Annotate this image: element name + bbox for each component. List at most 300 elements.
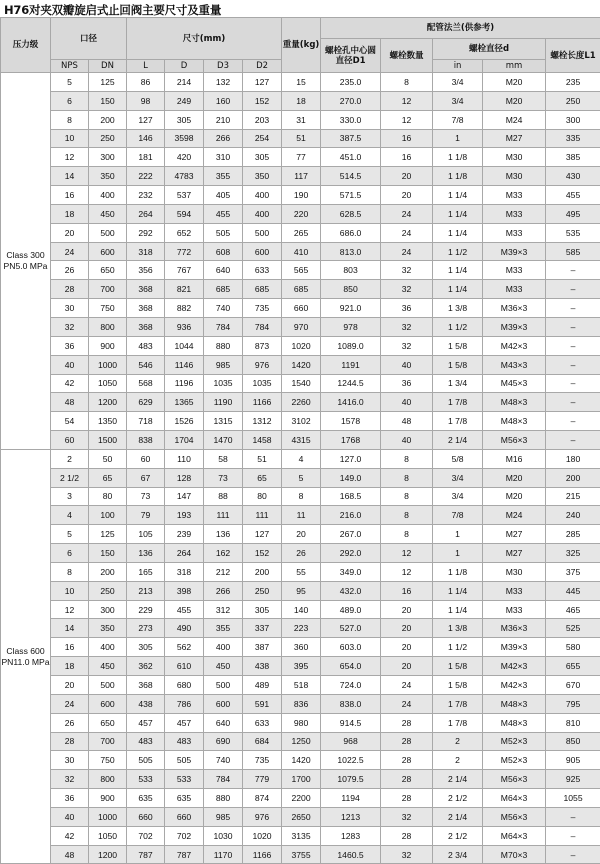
- header-mm: mm: [483, 60, 546, 73]
- cell-bolt-count: 32: [381, 280, 433, 299]
- cell-d: 505: [165, 751, 204, 770]
- cell-bolt-circle: 1194: [321, 789, 381, 808]
- cell-dn: 400: [89, 186, 127, 205]
- cell-d: 821: [165, 280, 204, 299]
- cell-weight: 223: [282, 619, 321, 638]
- cell-d2: 1035: [243, 374, 282, 393]
- dimension-table: [0, 17, 600, 864]
- cell-nps: 48: [51, 393, 89, 412]
- cell-bolt-mm: M48×3: [483, 412, 546, 431]
- cell-dn: 700: [89, 732, 127, 751]
- cell-bolt-count: 12: [381, 544, 433, 563]
- cell-d: 128: [165, 468, 204, 487]
- cell-bolt-count: 8: [381, 468, 433, 487]
- cell-bolt-length: –: [546, 299, 600, 318]
- cell-bolt-circle: 968: [321, 732, 381, 751]
- cell-bolt-count: 32: [381, 261, 433, 280]
- cell-d3: 312: [204, 600, 243, 619]
- cell-bolt-mm: M39×3: [483, 242, 546, 261]
- cell-weight: 2200: [282, 789, 321, 808]
- cell-bolt-length: 525: [546, 619, 600, 638]
- cell-bolt-length: 455: [546, 186, 600, 205]
- cell-bolt-length: 200: [546, 468, 600, 487]
- cell-weight: 190: [282, 186, 321, 205]
- cell-d: 483: [165, 732, 204, 751]
- cell-nps: 32: [51, 317, 89, 336]
- cell-bolt-in: 1 1/4: [433, 223, 483, 242]
- cell-l: 368: [127, 676, 165, 695]
- cell-d3: 600: [204, 694, 243, 713]
- cell-d2: 874: [243, 789, 282, 808]
- cell-nps: 28: [51, 280, 89, 299]
- cell-l: 105: [127, 525, 165, 544]
- cell-d: 3598: [165, 129, 204, 148]
- cell-bolt-length: 250: [546, 91, 600, 110]
- cell-weight: 565: [282, 261, 321, 280]
- cell-dn: 1200: [89, 393, 127, 412]
- cell-bolt-circle: 628.5: [321, 204, 381, 223]
- cell-bolt-length: 465: [546, 600, 600, 619]
- cell-d3: 784: [204, 317, 243, 336]
- cell-nps: 16: [51, 638, 89, 657]
- header-in: in: [433, 60, 483, 73]
- cell-d: 1526: [165, 412, 204, 431]
- cell-bolt-in: 1 7/8: [433, 713, 483, 732]
- cell-weight: 970: [282, 317, 321, 336]
- cell-d2: 1020: [243, 826, 282, 845]
- cell-weight: 3102: [282, 412, 321, 431]
- cell-nps: 36: [51, 789, 89, 808]
- cell-bolt-count: 8: [381, 73, 433, 92]
- header-flange: 配管法兰(供参考): [321, 18, 600, 39]
- cell-bolt-mm: M20: [483, 91, 546, 110]
- cell-bolt-count: 20: [381, 186, 433, 205]
- cell-l: 67: [127, 468, 165, 487]
- cell-d3: 740: [204, 751, 243, 770]
- cell-d: 318: [165, 562, 204, 581]
- cell-d3: 73: [204, 468, 243, 487]
- cell-bolt-count: 16: [381, 581, 433, 600]
- cell-bolt-in: 2 1/4: [433, 770, 483, 789]
- cell-d2: 400: [243, 186, 282, 205]
- cell-weight: 26: [282, 544, 321, 563]
- cell-d3: 690: [204, 732, 243, 751]
- cell-dn: 1050: [89, 374, 127, 393]
- table-row: [1, 167, 600, 186]
- cell-bolt-circle: 127.0: [321, 449, 381, 468]
- cell-dn: 1500: [89, 431, 127, 450]
- cell-bolt-length: 375: [546, 562, 600, 581]
- table-row: [1, 751, 600, 770]
- cell-bolt-count: 24: [381, 676, 433, 695]
- cell-l: 73: [127, 487, 165, 506]
- cell-bolt-length: 180: [546, 449, 600, 468]
- cell-bolt-length: –: [546, 280, 600, 299]
- cell-bolt-in: 2: [433, 751, 483, 770]
- cell-dn: 1050: [89, 826, 127, 845]
- cell-bolt-circle: 803: [321, 261, 381, 280]
- cell-bolt-mm: M42×3: [483, 676, 546, 695]
- cell-l: 568: [127, 374, 165, 393]
- cell-bolt-in: 1 1/2: [433, 638, 483, 657]
- cell-d: 264: [165, 544, 204, 563]
- cell-d2: 784: [243, 317, 282, 336]
- cell-bolt-count: 20: [381, 657, 433, 676]
- cell-l: 305: [127, 638, 165, 657]
- cell-dn: 750: [89, 299, 127, 318]
- cell-bolt-circle: 813.0: [321, 242, 381, 261]
- cell-l: 181: [127, 148, 165, 167]
- cell-d: 457: [165, 713, 204, 732]
- cell-d: 455: [165, 600, 204, 619]
- cell-bolt-count: 24: [381, 223, 433, 242]
- cell-d2: 400: [243, 204, 282, 223]
- cell-d3: 88: [204, 487, 243, 506]
- cell-d3: 355: [204, 167, 243, 186]
- cell-weight: 685: [282, 280, 321, 299]
- table-row: [1, 619, 600, 638]
- cell-bolt-mm: M20: [483, 468, 546, 487]
- cell-bolt-mm: M39×3: [483, 317, 546, 336]
- header-nominal-size: 口径: [51, 18, 127, 60]
- cell-bolt-length: 795: [546, 694, 600, 713]
- cell-bolt-circle: 432.0: [321, 581, 381, 600]
- cell-l: 483: [127, 732, 165, 751]
- cell-dn: 500: [89, 676, 127, 695]
- table-row: [1, 355, 600, 374]
- cell-bolt-count: 20: [381, 600, 433, 619]
- cell-bolt-in: 1: [433, 129, 483, 148]
- cell-nps: 24: [51, 694, 89, 713]
- cell-dn: 450: [89, 204, 127, 223]
- cell-weight: 8: [282, 487, 321, 506]
- cell-bolt-in: 2 1/4: [433, 807, 483, 826]
- cell-d2: 1166: [243, 845, 282, 864]
- cell-d3: 880: [204, 336, 243, 355]
- cell-bolt-circle: 235.0: [321, 73, 381, 92]
- cell-bolt-mm: M48×3: [483, 713, 546, 732]
- cell-bolt-in: 1 1/4: [433, 600, 483, 619]
- cell-bolt-count: 20: [381, 619, 433, 638]
- cell-bolt-circle: 1089.0: [321, 336, 381, 355]
- cell-bolt-length: 670: [546, 676, 600, 695]
- cell-bolt-in: 1 3/8: [433, 299, 483, 318]
- cell-l: 165: [127, 562, 165, 581]
- cell-bolt-in: 7/8: [433, 110, 483, 129]
- table-row: [1, 431, 600, 450]
- cell-d: 652: [165, 223, 204, 242]
- cell-weight: 395: [282, 657, 321, 676]
- cell-d: 660: [165, 807, 204, 826]
- table-row: [1, 299, 600, 318]
- cell-bolt-circle: 1191: [321, 355, 381, 374]
- cell-bolt-in: 1 3/4: [433, 374, 483, 393]
- cell-bolt-circle: 978: [321, 317, 381, 336]
- cell-bolt-in: 1 7/8: [433, 393, 483, 412]
- cell-d: 680: [165, 676, 204, 695]
- cell-d2: 735: [243, 299, 282, 318]
- cell-d3: 500: [204, 676, 243, 695]
- table-row: [1, 449, 600, 468]
- cell-bolt-length: –: [546, 317, 600, 336]
- cell-bolt-length: 925: [546, 770, 600, 789]
- cell-dn: 1000: [89, 355, 127, 374]
- cell-bolt-length: 445: [546, 581, 600, 600]
- cell-bolt-circle: 724.0: [321, 676, 381, 695]
- cell-bolt-in: 7/8: [433, 506, 483, 525]
- cell-bolt-length: 285: [546, 525, 600, 544]
- cell-l: 505: [127, 751, 165, 770]
- header-d: D: [165, 60, 204, 73]
- table-row: [1, 73, 600, 92]
- cell-weight: 20: [282, 525, 321, 544]
- cell-d2: 1312: [243, 412, 282, 431]
- cell-d3: 505: [204, 223, 243, 242]
- table-row: [1, 412, 600, 431]
- cell-bolt-in: 1 5/8: [433, 676, 483, 695]
- cell-dn: 125: [89, 525, 127, 544]
- cell-bolt-in: 1 1/8: [433, 148, 483, 167]
- cell-nps: 26: [51, 713, 89, 732]
- table-row: [1, 544, 600, 563]
- cell-d: 594: [165, 204, 204, 223]
- cell-d: 239: [165, 525, 204, 544]
- cell-bolt-in: 3/4: [433, 91, 483, 110]
- cell-weight: 3755: [282, 845, 321, 864]
- table-row: [1, 336, 600, 355]
- cell-l: 222: [127, 167, 165, 186]
- cell-dn: 350: [89, 167, 127, 186]
- cell-d: 562: [165, 638, 204, 657]
- cell-nps: 6: [51, 91, 89, 110]
- cell-l: 292: [127, 223, 165, 242]
- cell-dn: 900: [89, 789, 127, 808]
- cell-d3: 132: [204, 73, 243, 92]
- cell-weight: 1700: [282, 770, 321, 789]
- cell-d2: 633: [243, 261, 282, 280]
- cell-bolt-circle: 1079.5: [321, 770, 381, 789]
- cell-bolt-count: 32: [381, 845, 433, 864]
- cell-nps: 14: [51, 167, 89, 186]
- cell-bolt-in: 1 1/4: [433, 280, 483, 299]
- table-row: [1, 525, 600, 544]
- cell-nps: 40: [51, 355, 89, 374]
- cell-bolt-length: 495: [546, 204, 600, 223]
- cell-dn: 250: [89, 129, 127, 148]
- cell-bolt-circle: 850: [321, 280, 381, 299]
- cell-weight: 31: [282, 110, 321, 129]
- cell-bolt-in: 2 1/2: [433, 789, 483, 808]
- cell-weight: 1540: [282, 374, 321, 393]
- cell-bolt-count: 28: [381, 770, 433, 789]
- cell-bolt-length: 215: [546, 487, 600, 506]
- cell-d2: 600: [243, 242, 282, 261]
- cell-d2: 779: [243, 770, 282, 789]
- cell-weight: 360: [282, 638, 321, 657]
- cell-dn: 650: [89, 261, 127, 280]
- cell-nps: 60: [51, 431, 89, 450]
- cell-bolt-length: –: [546, 355, 600, 374]
- cell-weight: 220: [282, 204, 321, 223]
- cell-d3: 1030: [204, 826, 243, 845]
- cell-d2: 735: [243, 751, 282, 770]
- cell-d: 4783: [165, 167, 204, 186]
- cell-l: 232: [127, 186, 165, 205]
- cell-weight: 117: [282, 167, 321, 186]
- cell-d2: 976: [243, 355, 282, 374]
- cell-l: 368: [127, 317, 165, 336]
- cell-bolt-count: 36: [381, 299, 433, 318]
- cell-d: 1365: [165, 393, 204, 412]
- cell-l: 438: [127, 694, 165, 713]
- cell-d: 147: [165, 487, 204, 506]
- cell-bolt-circle: 527.0: [321, 619, 381, 638]
- cell-l: 533: [127, 770, 165, 789]
- cell-bolt-in: 1 3/8: [433, 619, 483, 638]
- cell-dn: 150: [89, 91, 127, 110]
- cell-bolt-circle: 571.5: [321, 186, 381, 205]
- table-title: H76对夹双瓣旋启式止回阀主要尺寸及重量: [4, 2, 221, 18]
- cell-d3: 685: [204, 280, 243, 299]
- cell-bolt-circle: 921.0: [321, 299, 381, 318]
- table-row: [1, 186, 600, 205]
- cell-d3: 162: [204, 544, 243, 563]
- cell-bolt-length: 655: [546, 657, 600, 676]
- cell-dn: 600: [89, 694, 127, 713]
- cell-bolt-mm: M33: [483, 204, 546, 223]
- cell-weight: 5: [282, 468, 321, 487]
- table-row: [1, 732, 600, 751]
- cell-bolt-count: 40: [381, 393, 433, 412]
- cell-dn: 1350: [89, 412, 127, 431]
- cell-bolt-in: 1 5/8: [433, 657, 483, 676]
- cell-bolt-length: 235: [546, 73, 600, 92]
- cell-bolt-count: 32: [381, 336, 433, 355]
- cell-l: 86: [127, 73, 165, 92]
- cell-bolt-in: 3/4: [433, 73, 483, 92]
- cell-bolt-circle: 1022.5: [321, 751, 381, 770]
- cell-bolt-count: 28: [381, 826, 433, 845]
- cell-weight: 836: [282, 694, 321, 713]
- cell-bolt-mm: M39×3: [483, 638, 546, 657]
- cell-bolt-circle: 838.0: [321, 694, 381, 713]
- table-row: [1, 826, 600, 845]
- pressure-class-cell: Class 300 PN5.0 MPa: [1, 73, 51, 450]
- cell-nps: 40: [51, 807, 89, 826]
- cell-bolt-count: 28: [381, 713, 433, 732]
- cell-bolt-mm: M33: [483, 280, 546, 299]
- cell-l: 546: [127, 355, 165, 374]
- cell-l: 127: [127, 110, 165, 129]
- cell-bolt-length: –: [546, 845, 600, 864]
- cell-weight: 2260: [282, 393, 321, 412]
- cell-bolt-count: 8: [381, 506, 433, 525]
- cell-d3: 1470: [204, 431, 243, 450]
- cell-weight: 3135: [282, 826, 321, 845]
- header-weight: 重量(kg): [282, 18, 321, 73]
- cell-d: 1196: [165, 374, 204, 393]
- cell-nps: 10: [51, 129, 89, 148]
- cell-bolt-in: 2 1/4: [433, 431, 483, 450]
- cell-bolt-count: 12: [381, 110, 433, 129]
- cell-d3: 1170: [204, 845, 243, 864]
- cell-nps: 42: [51, 826, 89, 845]
- table-row: [1, 562, 600, 581]
- cell-d2: 51: [243, 449, 282, 468]
- cell-bolt-in: 1 1/2: [433, 317, 483, 336]
- cell-l: 273: [127, 619, 165, 638]
- cell-d2: 200: [243, 562, 282, 581]
- cell-l: 356: [127, 261, 165, 280]
- cell-dn: 125: [89, 73, 127, 92]
- cell-d: 305: [165, 110, 204, 129]
- cell-nps: 5: [51, 73, 89, 92]
- cell-weight: 140: [282, 600, 321, 619]
- cell-l: 787: [127, 845, 165, 864]
- cell-bolt-circle: 149.0: [321, 468, 381, 487]
- cell-dn: 650: [89, 713, 127, 732]
- cell-nps: 2 1/2: [51, 468, 89, 487]
- header-bolt-count: 螺栓数量: [381, 39, 433, 73]
- cell-weight: 265: [282, 223, 321, 242]
- cell-d2: 685: [243, 280, 282, 299]
- cell-d2: 305: [243, 600, 282, 619]
- cell-d: 1704: [165, 431, 204, 450]
- cell-bolt-mm: M20: [483, 73, 546, 92]
- cell-weight: 95: [282, 581, 321, 600]
- cell-weight: 55: [282, 562, 321, 581]
- cell-weight: 1420: [282, 751, 321, 770]
- cell-bolt-circle: 686.0: [321, 223, 381, 242]
- cell-weight: 1250: [282, 732, 321, 751]
- table-row: [1, 468, 600, 487]
- cell-l: 660: [127, 807, 165, 826]
- cell-bolt-mm: M30: [483, 167, 546, 186]
- cell-bolt-circle: 168.5: [321, 487, 381, 506]
- cell-bolt-mm: M33: [483, 261, 546, 280]
- cell-weight: 980: [282, 713, 321, 732]
- table-row: [1, 148, 600, 167]
- cell-d: 193: [165, 506, 204, 525]
- cell-weight: 1020: [282, 336, 321, 355]
- cell-bolt-mm: M42×3: [483, 336, 546, 355]
- cell-bolt-mm: M27: [483, 129, 546, 148]
- table-row: [1, 789, 600, 808]
- cell-nps: 4: [51, 506, 89, 525]
- cell-d3: 985: [204, 355, 243, 374]
- cell-bolt-circle: 330.0: [321, 110, 381, 129]
- cell-bolt-in: 5/8: [433, 449, 483, 468]
- cell-bolt-circle: 1213: [321, 807, 381, 826]
- cell-bolt-mm: M27: [483, 544, 546, 563]
- header-pressure-class: 压力级: [1, 18, 51, 73]
- cell-bolt-mm: M33: [483, 186, 546, 205]
- cell-dn: 350: [89, 619, 127, 638]
- cell-bolt-in: 3/4: [433, 487, 483, 506]
- cell-dn: 200: [89, 110, 127, 129]
- cell-dn: 80: [89, 487, 127, 506]
- cell-dn: 900: [89, 336, 127, 355]
- cell-dn: 450: [89, 657, 127, 676]
- cell-l: 98: [127, 91, 165, 110]
- cell-d3: 266: [204, 129, 243, 148]
- cell-bolt-in: 2: [433, 732, 483, 751]
- header-bolt-diameter: 螺栓直径d: [433, 39, 546, 60]
- cell-bolt-length: –: [546, 412, 600, 431]
- cell-bolt-mm: M56×3: [483, 431, 546, 450]
- cell-weight: 660: [282, 299, 321, 318]
- table-row: [1, 600, 600, 619]
